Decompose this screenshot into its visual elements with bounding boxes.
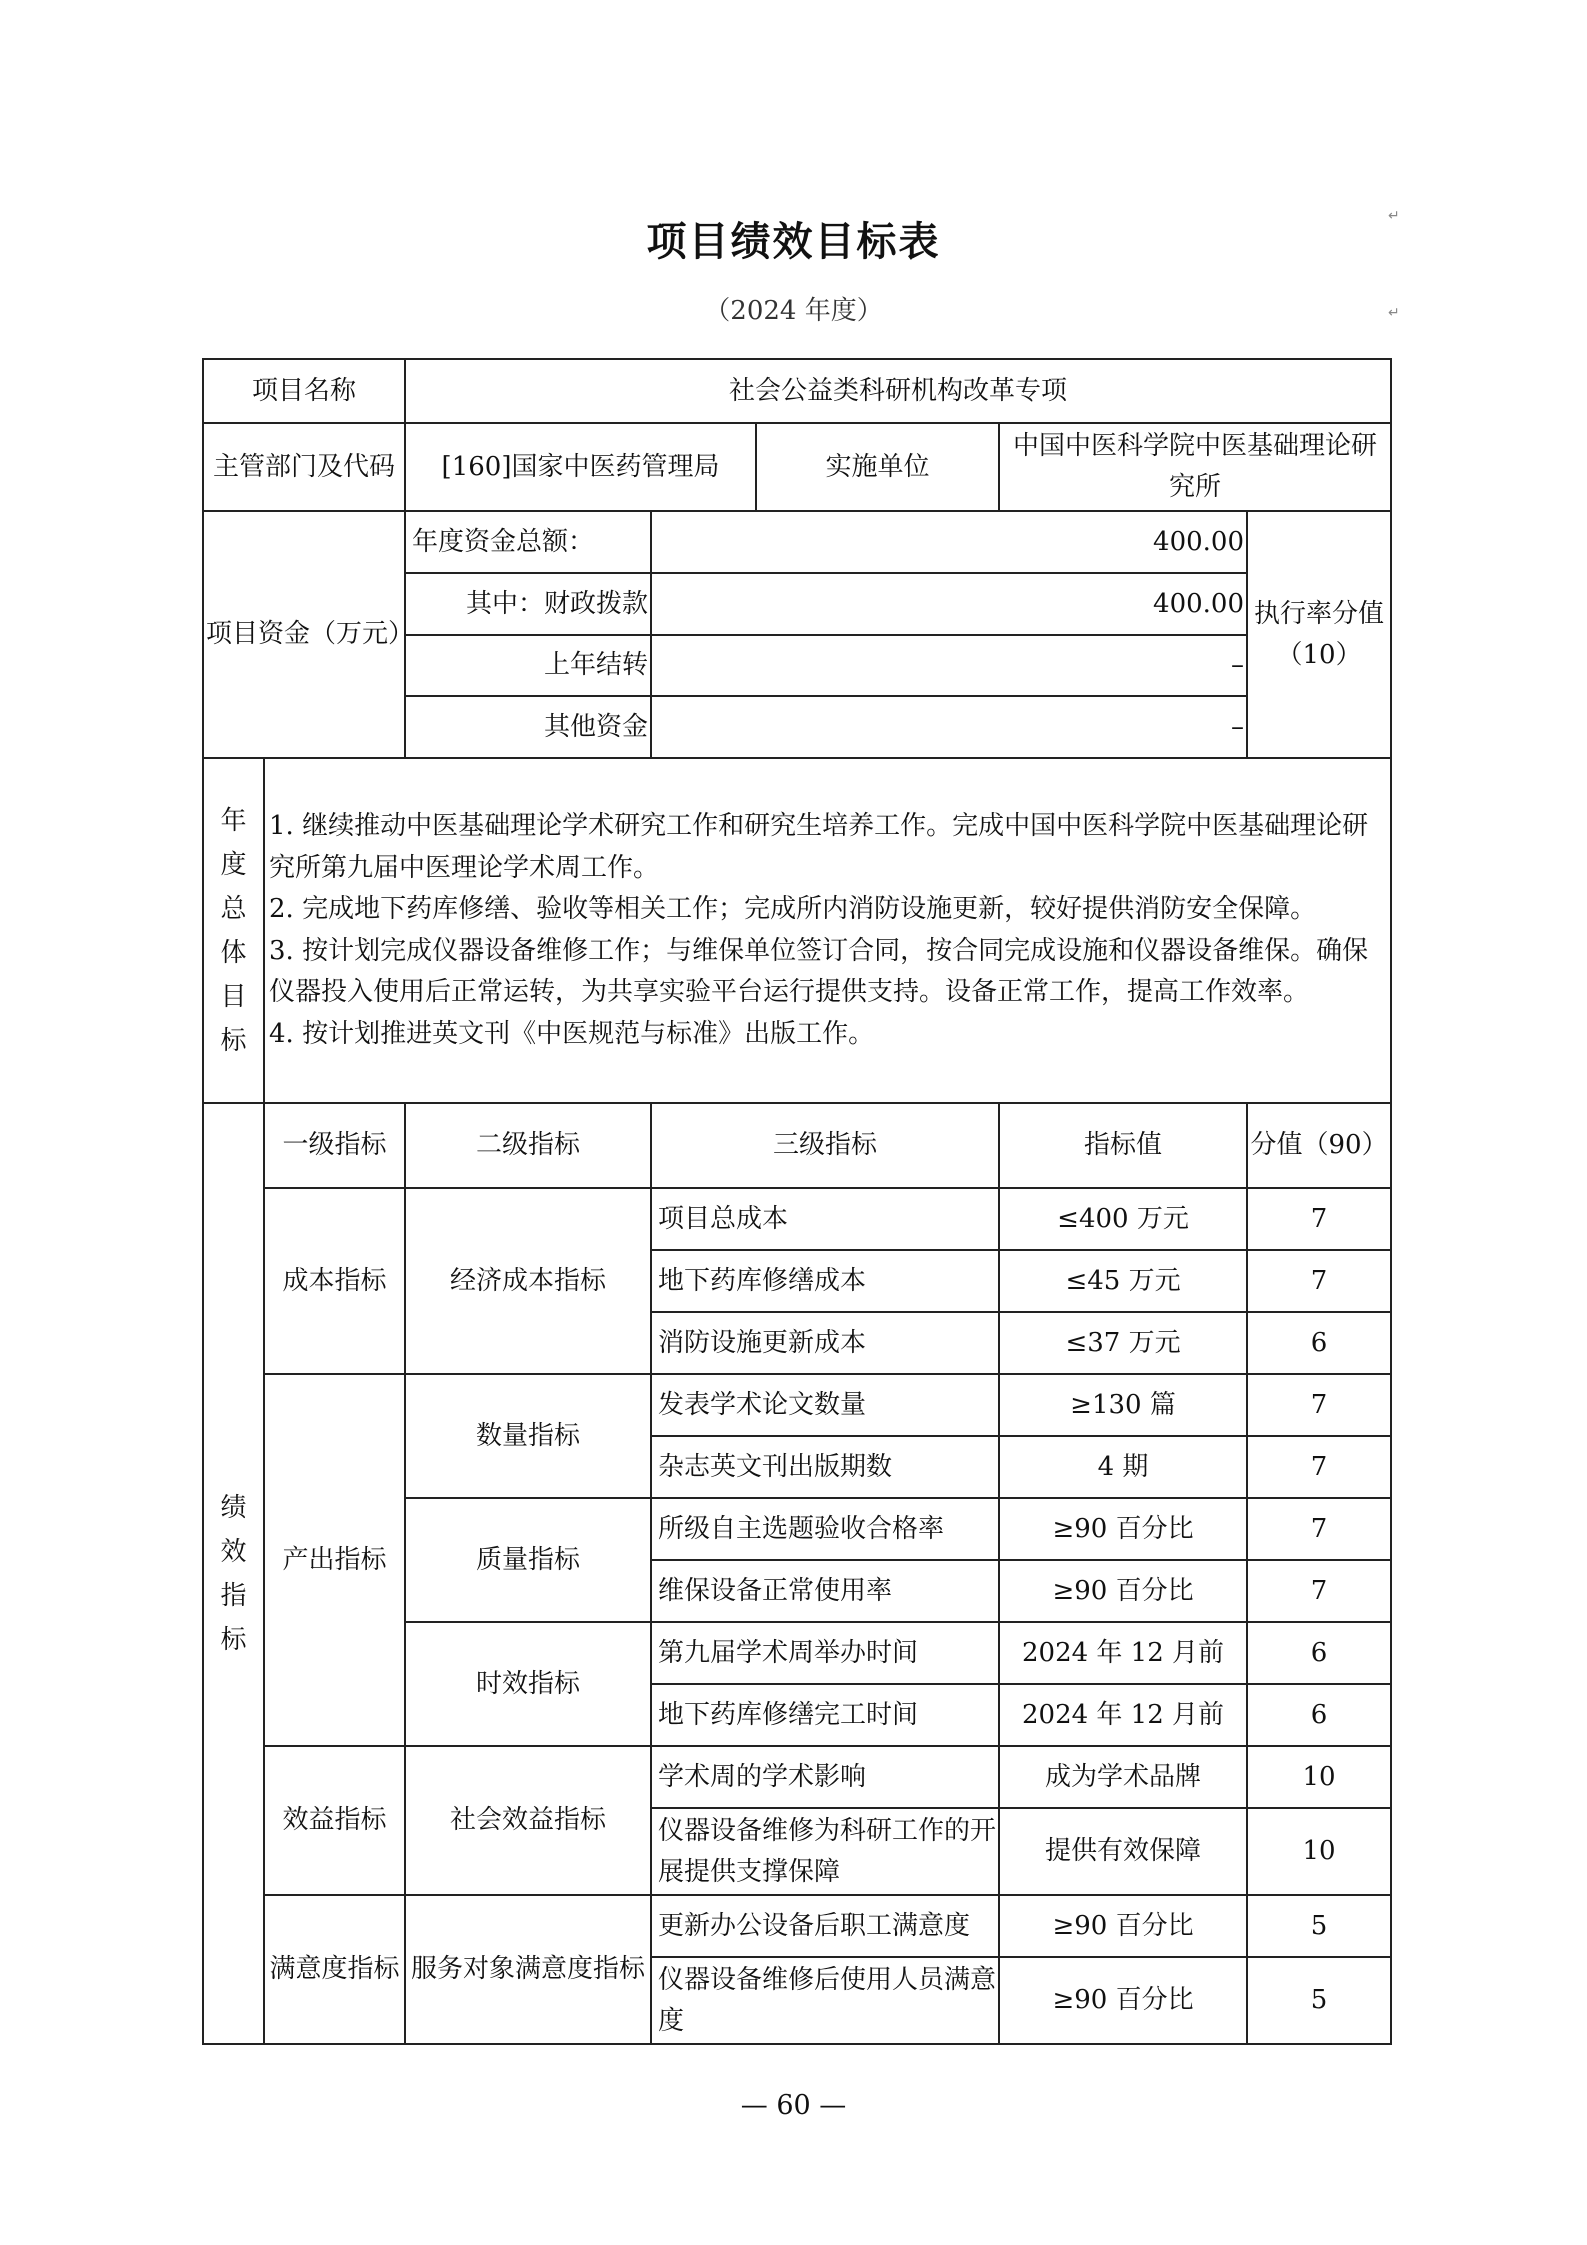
implementer-value: 中国中医科学院中医基础理论研究所 — [999, 423, 1391, 511]
indicator-value: ≤45 万元 — [999, 1250, 1247, 1312]
indicator-score: 7 — [1247, 1250, 1391, 1312]
table-row — [203, 1746, 1391, 1808]
implementer-label: 实施单位 — [756, 423, 999, 511]
project-name-label: 项目名称 — [203, 359, 405, 423]
level3-indicator: 仪器设备维修为科研工作的开展提供支撑保障 — [651, 1808, 999, 1895]
page-subtitle: （2024 年度） — [704, 296, 883, 326]
indicators-section-label: 绩 效 指 标 — [203, 1103, 264, 2044]
fund-value: – — [651, 635, 1247, 696]
level3-indicator: 第九届学术周举办时间 — [651, 1622, 999, 1684]
indicator-score: 5 — [1247, 1957, 1391, 2044]
table-row — [203, 1895, 1391, 1957]
paragraph-mark-icon: ↵ — [1388, 305, 1400, 321]
page-title: 项目绩效目标表 — [646, 219, 941, 265]
indicator-value: 2024 年 12 月前 — [999, 1622, 1247, 1684]
level3-indicator: 项目总成本 — [651, 1188, 999, 1250]
level2-indicator: 数量指标 — [405, 1374, 651, 1498]
annual-goals-label: 年 度 总 体 目 标 — [203, 758, 264, 1103]
indicator-value: ≤400 万元 — [999, 1188, 1247, 1250]
fund-value: 400.00 — [651, 511, 1247, 573]
level2-indicator: 质量指标 — [405, 1498, 651, 1622]
annual-goals-row — [203, 758, 1391, 1103]
indicator-score: 6 — [1247, 1312, 1391, 1374]
level3-indicator: 更新办公设备后职工满意度 — [651, 1895, 999, 1957]
fund-label: 上年结转 — [405, 635, 651, 696]
level3-indicator: 维保设备正常使用率 — [651, 1560, 999, 1622]
indicator-score: 7 — [1247, 1188, 1391, 1250]
fund-label: 其中：财政拨款 — [405, 573, 651, 635]
column-header: 三级指标 — [651, 1103, 999, 1188]
indicator-score: 7 — [1247, 1560, 1391, 1622]
indicator-value: ≥90 百分比 — [999, 1895, 1247, 1957]
department-label: 主管部门及代码 — [203, 423, 405, 511]
indicator-value: ≥90 百分比 — [999, 1498, 1247, 1560]
indicator-header-row — [203, 1103, 1391, 1188]
department-row — [203, 423, 1391, 511]
goal-item: 4. 按计划推进英文刊《中医规范与标准》出版工作。 — [269, 1018, 875, 1049]
paragraph-mark-icon: ↵ — [1388, 208, 1400, 224]
fund-row — [203, 511, 1391, 573]
project-name-row — [203, 359, 1391, 423]
department-value: [160]国家中医药管理局 — [405, 423, 756, 511]
level2-indicator: 社会效益指标 — [405, 1746, 651, 1895]
level3-indicator: 发表学术论文数量 — [651, 1374, 999, 1436]
indicator-value: ≥90 百分比 — [999, 1560, 1247, 1622]
indicator-score: 7 — [1247, 1374, 1391, 1436]
level3-indicator: 仪器设备维修后使用人员满意度 — [651, 1957, 999, 2044]
execution-rate-label: 执行率分值（10） — [1247, 511, 1391, 758]
level1-indicator: 产出指标 — [264, 1374, 405, 1746]
level3-indicator: 消防设施更新成本 — [651, 1312, 999, 1374]
goal-item: 1. 继续推动中医基础理论学术研究工作和研究生培养工作。完成中国中医科学院中医基础理论研究所第九届中医理论学术周工作。 — [269, 811, 1369, 883]
level2-indicator: 经济成本指标 — [405, 1188, 651, 1374]
indicator-value: 成为学术品牌 — [999, 1746, 1247, 1808]
goal-item: 3. 按计划完成仪器设备维修工作；与维保单位签订合同，按合同完成设施和仪器设备维保。确保仪器投入使用后正常运转，为共享实验平台运行提供支持。设备正常工作，提高工作效率。 — [269, 935, 1369, 1007]
indicator-score: 6 — [1247, 1684, 1391, 1746]
indicator-score: 5 — [1247, 1895, 1391, 1957]
indicator-score: 10 — [1247, 1746, 1391, 1808]
project-name-value: 社会公益类科研机构改革专项 — [405, 359, 1391, 423]
level2-indicator: 服务对象满意度指标 — [405, 1895, 651, 2044]
indicator-score: 7 — [1247, 1498, 1391, 1560]
indicator-value: ≥90 百分比 — [999, 1957, 1247, 2044]
funds-label: 项目资金（万元） — [203, 511, 405, 758]
column-header: 分值（90） — [1247, 1103, 1391, 1188]
indicator-value: ≤37 万元 — [999, 1312, 1247, 1374]
level1-indicator: 满意度指标 — [264, 1895, 405, 2044]
level3-indicator: 地下药库修缮成本 — [651, 1250, 999, 1312]
fund-label: 年度资金总额： — [405, 511, 651, 573]
page-number: — 60 — — [740, 2090, 847, 2121]
fund-value: – — [651, 696, 1247, 758]
fund-label: 其他资金 — [405, 696, 651, 758]
column-header: 指标值 — [999, 1103, 1247, 1188]
indicator-score: 6 — [1247, 1622, 1391, 1684]
level3-indicator: 地下药库修缮完工时间 — [651, 1684, 999, 1746]
goal-item: 2. 完成地下药库修缮、验收等相关工作；完成所内消防设施更新，较好提供消防安全保障。 — [269, 894, 1317, 924]
level3-indicator: 所级自主选题验收合格率 — [651, 1498, 999, 1560]
level1-indicator: 成本指标 — [264, 1188, 405, 1374]
performance-table — [202, 358, 1392, 2045]
indicator-score: 7 — [1247, 1436, 1391, 1498]
level3-indicator: 学术周的学术影响 — [651, 1746, 999, 1808]
column-header: 一级指标 — [264, 1103, 405, 1188]
indicator-value: 2024 年 12 月前 — [999, 1684, 1247, 1746]
level1-indicator: 效益指标 — [264, 1746, 405, 1895]
table-row — [203, 1188, 1391, 1250]
annual-goals-content — [264, 758, 1391, 1103]
fund-value: 400.00 — [651, 573, 1247, 635]
column-header: 二级指标 — [405, 1103, 651, 1188]
table-row — [203, 1374, 1391, 1436]
level3-indicator: 杂志英文刊出版期数 — [651, 1436, 999, 1498]
indicator-score: 10 — [1247, 1808, 1391, 1895]
indicator-value: ≥130 篇 — [999, 1374, 1247, 1436]
indicator-value: 4 期 — [999, 1436, 1247, 1498]
indicator-value: 提供有效保障 — [999, 1808, 1247, 1895]
level2-indicator: 时效指标 — [405, 1622, 651, 1746]
